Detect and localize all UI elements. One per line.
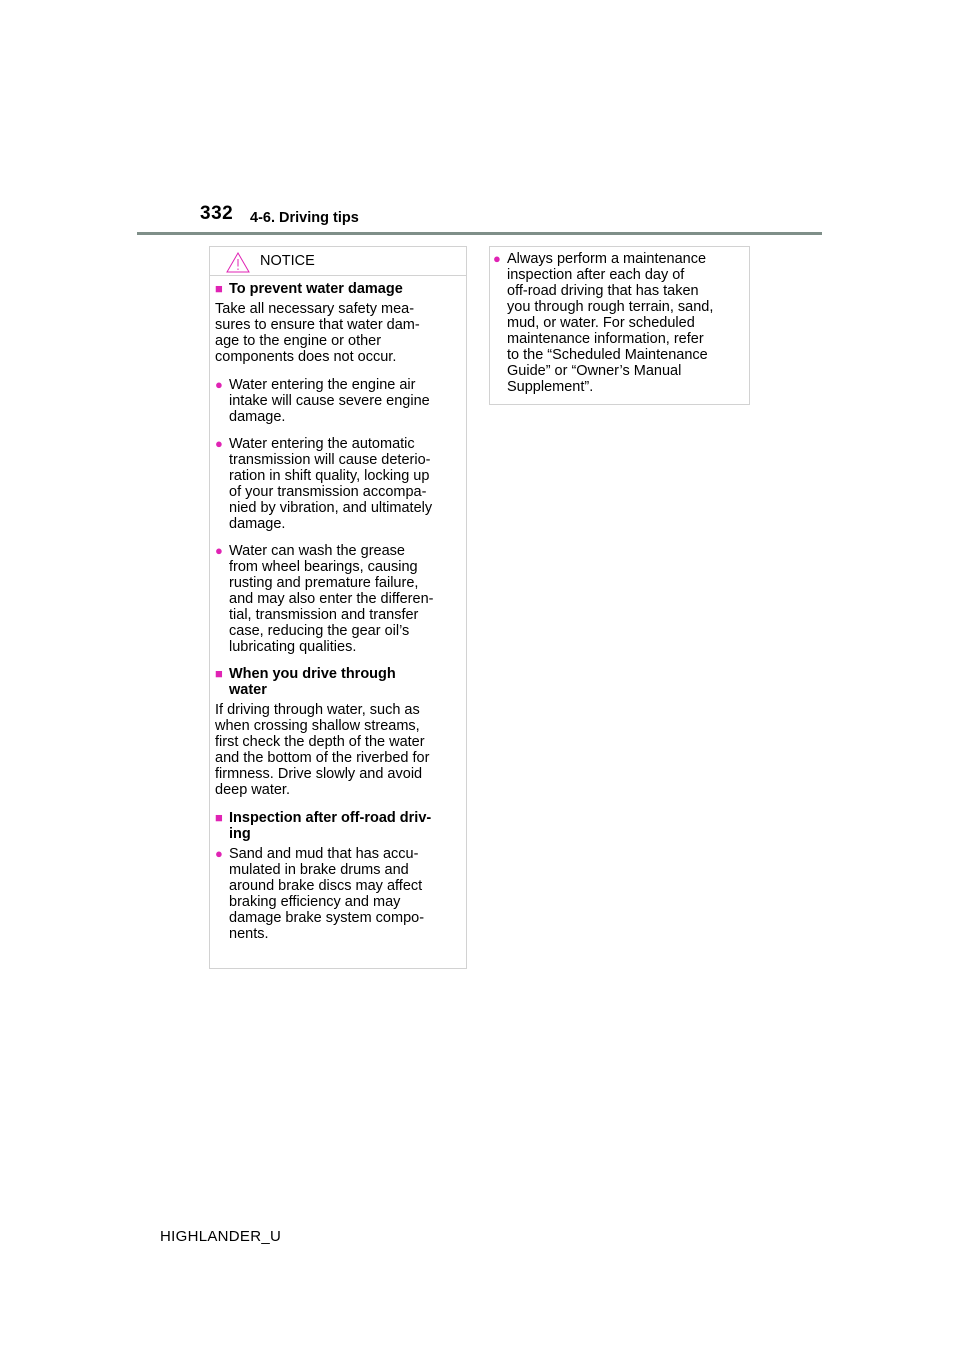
notice-continuation-box <box>489 246 750 405</box>
list-item <box>215 846 460 942</box>
list-item-text: Sand and mud that has accu- mulated in brake drums and around brake discs may affect braking efficiency and may damage brake system compo- nents. <box>229 846 425 942</box>
heading-text: To prevent water damage <box>229 281 403 297</box>
section-title: 4-6. Driving tips <box>250 210 359 226</box>
notice-heading-inspection <box>215 810 460 842</box>
list-item-text: Water entering the engine air intake will cause severe engine damage. <box>229 377 430 425</box>
continuation-content <box>490 247 749 395</box>
heading-text: When you drive through water <box>229 666 396 698</box>
notice-label: NOTICE <box>260 253 315 269</box>
list-item-text: Always perform a maintenance inspection after each day of off-road driving that has taken you through rough terrain, sand, mud, or water. For scheduled maintenance information, refer to the “Scheduled Maintenance Guide” or “Owner’s Manual Supplement”. <box>507 251 714 395</box>
notice-paragraph-precautions: Take all necessary safety mea- sures to ensure that water dam- age to the engine or other components does not occur. <box>215 301 420 365</box>
notice-content <box>210 276 466 942</box>
list-item-text: Water can wash the grease from wheel bearings, causing rusting and premature failure, and may also enter the differen- tial, transmission and transfer case, reducing the gear oil’s lubricating qualities. <box>229 543 434 655</box>
notice-paragraph-driving-through-water: If driving through water, such as when crossing shallow streams, first check the depth of the water and the bottom of the riverbed for firmness. Drive slowly and avoid deep water. <box>215 702 430 798</box>
header-divider <box>137 232 822 235</box>
notice-box <box>209 246 467 969</box>
bullet-icon: ● <box>215 846 223 861</box>
notice-heading-water-damage <box>215 281 460 297</box>
page-number: 332 <box>200 203 234 224</box>
warning-triangle-icon <box>226 252 250 273</box>
square-marker-icon: ■ <box>215 666 223 681</box>
list-item <box>215 377 460 425</box>
notice-heading-drive-through-water <box>215 666 460 698</box>
bullet-icon: ● <box>215 377 223 392</box>
footer-model-code: HIGHLANDER_U <box>160 1228 282 1245</box>
list-item-text: Water entering the automatic transmission will cause deterio- ration in shift quality, locking up of your transmission accompa- nied by vibration, and ultimately damage. <box>229 436 433 532</box>
square-marker-icon: ■ <box>215 810 223 825</box>
heading-text: Inspection after off-road driv- ing <box>229 810 432 842</box>
list-item <box>215 436 460 532</box>
bullet-icon: ● <box>215 436 223 451</box>
notice-header <box>210 247 466 276</box>
list-item <box>215 543 460 655</box>
bullet-icon: ● <box>493 251 501 266</box>
list-item <box>493 251 743 395</box>
square-marker-icon: ■ <box>215 281 223 296</box>
bullet-icon: ● <box>215 543 223 558</box>
